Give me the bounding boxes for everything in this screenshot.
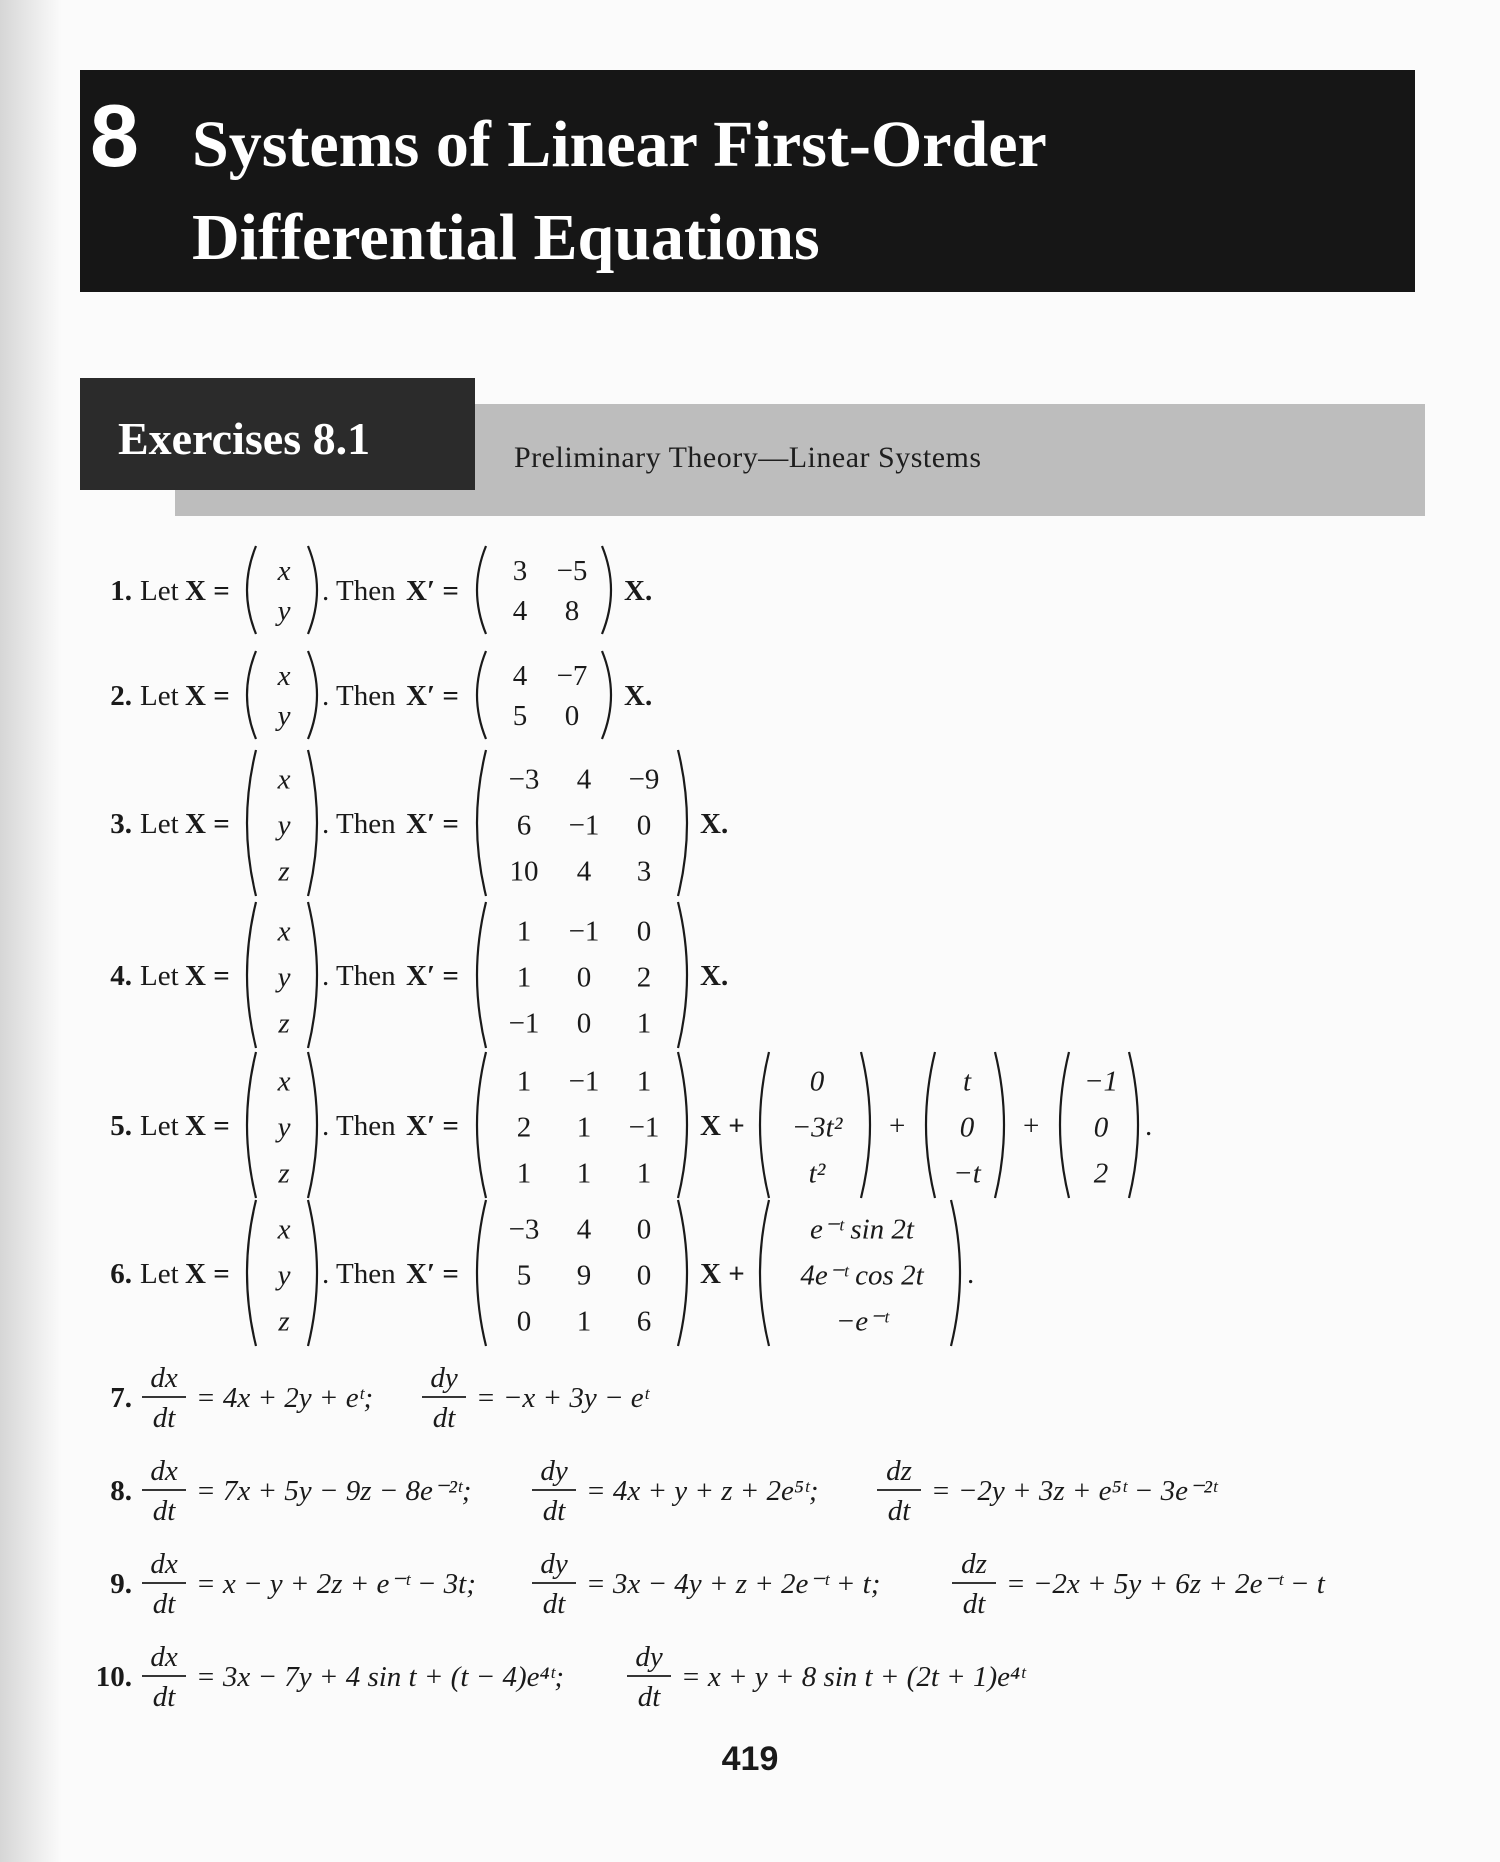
right-paren — [861, 1052, 870, 1198]
derivative-denominator: dt — [152, 1402, 176, 1434]
exercise-number: 1. — [110, 575, 132, 607]
right-paren — [678, 902, 687, 1048]
derivative-numerator: dy — [540, 1548, 568, 1580]
coefficient-matrix-entry: −3 — [508, 1213, 540, 1246]
coefficient-matrix-entry: 0 — [576, 961, 592, 994]
exercise-number: 4. — [110, 960, 132, 992]
then-word: Then — [336, 1258, 396, 1290]
right-paren — [951, 1200, 960, 1346]
equation-rhs: = −x + 3y − eᵗ — [476, 1382, 649, 1414]
plus-sign: + — [889, 1110, 906, 1142]
period: . — [322, 960, 330, 992]
state-vector-entry: y — [277, 961, 291, 994]
forcing-vector-entry: 4e⁻ᵗ cos 2t — [800, 1259, 924, 1292]
coefficient-matrix-entry: 9 — [576, 1259, 592, 1292]
coefficient-matrix-entry: 0 — [576, 1007, 592, 1040]
coefficient-matrix-entry: 4 — [576, 763, 592, 796]
derivative-denominator: dt — [432, 1402, 456, 1434]
matrix-times-x: X. — [700, 808, 729, 840]
section-title: Preliminary Theory—Linear Systems — [514, 441, 982, 474]
state-vector-entry: z — [278, 1157, 290, 1190]
coefficient-matrix-entry: 0 — [516, 1305, 532, 1338]
coefficient-matrix-entry: 6 — [636, 1305, 652, 1338]
derivative-numerator: dy — [430, 1362, 458, 1394]
period: . — [322, 680, 330, 712]
derivative-label: X′ = — [406, 1258, 459, 1290]
coefficient-matrix-entry: −1 — [568, 1065, 600, 1098]
matrix-times-x: X + — [700, 1110, 745, 1142]
left-paren — [247, 902, 256, 1048]
exercise-number: 2. — [110, 680, 132, 712]
equation-rhs: = −2y + 3z + e⁵ᵗ − 3e⁻²ᵗ — [931, 1475, 1217, 1507]
left-paren — [247, 1052, 256, 1198]
right-paren — [308, 750, 317, 896]
period: . — [1145, 1110, 1153, 1142]
left-paren — [477, 651, 486, 739]
right-paren — [995, 1052, 1004, 1198]
right-paren — [308, 651, 317, 739]
state-vector-entry: x — [277, 915, 291, 948]
coefficient-matrix-entry: 1 — [636, 1007, 652, 1040]
derivative-numerator: dx — [150, 1548, 178, 1580]
plus-sign: + — [1023, 1110, 1040, 1142]
derivative-denominator: dt — [542, 1588, 566, 1620]
then-word: Then — [336, 808, 396, 840]
forcing-vector-entry: t — [962, 1065, 972, 1098]
right-paren — [308, 1052, 317, 1198]
exercise-number: 3. — [110, 808, 132, 840]
forcing-vector-entry: 0 — [1093, 1111, 1109, 1144]
coefficient-matrix-entry: 10 — [509, 855, 539, 888]
derivative-denominator: dt — [152, 1681, 176, 1713]
coefficient-matrix-entry: 1 — [516, 1065, 532, 1098]
derivative-numerator: dx — [150, 1455, 178, 1487]
coefficient-matrix-entry: −1 — [568, 915, 600, 948]
let-word: Let — [140, 680, 179, 712]
derivative-label: X′ = — [406, 960, 459, 992]
forcing-vector-entry: t² — [808, 1157, 826, 1190]
state-vector-entry: x — [277, 660, 291, 692]
left-paren — [247, 651, 256, 739]
period: . — [967, 1258, 975, 1290]
left-paren — [926, 1052, 935, 1198]
state-vector-entry: y — [277, 1111, 291, 1144]
right-paren — [308, 1200, 317, 1346]
coefficient-matrix-entry: −9 — [628, 763, 660, 796]
forcing-vector-entry: −3t² — [791, 1111, 843, 1144]
coefficient-matrix-entry: −3 — [508, 763, 540, 796]
forcing-vector-entry: −e⁻ᵗ — [835, 1305, 889, 1338]
coefficient-matrix-entry: −7 — [556, 660, 588, 692]
period: . — [322, 1110, 330, 1142]
chapter-title-line-2: Differential Equations — [192, 201, 820, 274]
equation-rhs: = 3x − 4y + z + 2e⁻ᵗ + t; — [586, 1568, 881, 1600]
equation-number: 7. — [110, 1382, 132, 1414]
coefficient-matrix-entry: 0 — [564, 700, 580, 732]
coefficient-matrix-entry: 1 — [516, 915, 532, 948]
let-word: Let — [140, 1258, 179, 1290]
equation-rhs: = −2x + 5y + 6z + 2e⁻ᵗ − t — [1006, 1568, 1325, 1600]
period: . — [322, 1258, 330, 1290]
equation-rhs: = 4x + 2y + eᵗ; — [196, 1382, 374, 1414]
forcing-vector-entry: 0 — [959, 1111, 975, 1144]
period: . — [322, 808, 330, 840]
matrix-times-x: X + — [700, 1258, 745, 1290]
then-word: Then — [336, 680, 396, 712]
period: . — [322, 575, 330, 607]
equation-rhs: = 3x − 7y + 4 sin t + (t − 4)e⁴ᵗ; — [196, 1661, 565, 1693]
state-vector-entry: z — [278, 1305, 290, 1338]
coefficient-matrix-entry: 0 — [636, 1259, 652, 1292]
matrix-times-x: X. — [700, 960, 729, 992]
coefficient-matrix-entry: 4 — [576, 1213, 592, 1246]
forcing-vector-entry: e⁻ᵗ sin 2t — [810, 1213, 914, 1246]
equation-rhs: = 7x + 5y − 9z − 8e⁻²ᵗ; — [196, 1475, 472, 1507]
vector-x-label: X = — [185, 808, 230, 840]
state-vector-entry: x — [277, 763, 291, 796]
chapter-number: 8 — [90, 86, 139, 185]
let-word: Let — [140, 808, 179, 840]
exercise-number: 5. — [110, 1110, 132, 1142]
coefficient-matrix-entry: 4 — [512, 660, 528, 692]
coefficient-matrix-entry: 0 — [636, 1213, 652, 1246]
equation-rhs: = 4x + y + z + 2e⁵ᵗ; — [586, 1475, 819, 1507]
derivative-label: X′ = — [406, 575, 459, 607]
forcing-vector-entry: −t — [953, 1157, 981, 1190]
derivative-denominator: dt — [152, 1588, 176, 1620]
coefficient-matrix-entry: 1 — [576, 1305, 592, 1338]
chapter-title-line-1: Systems of Linear First-Order — [192, 108, 1047, 181]
then-word: Then — [336, 575, 396, 607]
left-paren — [1060, 1052, 1069, 1198]
right-paren — [308, 546, 317, 634]
coefficient-matrix-entry: 6 — [516, 809, 532, 842]
matrix-times-x: X. — [624, 575, 653, 607]
vector-x-label: X = — [185, 960, 230, 992]
state-vector-entry: x — [277, 1065, 291, 1098]
right-paren — [602, 546, 611, 634]
left-paren — [760, 1200, 769, 1346]
state-vector-entry: z — [278, 1007, 290, 1040]
coefficient-matrix-entry: 4 — [512, 595, 528, 627]
derivative-denominator: dt — [542, 1495, 566, 1527]
right-paren — [678, 750, 687, 896]
vector-x-label: X = — [185, 575, 230, 607]
exercise-number: 6. — [110, 1258, 132, 1290]
state-vector-entry: y — [277, 1259, 291, 1292]
let-word: Let — [140, 1110, 179, 1142]
right-paren — [602, 651, 611, 739]
derivative-denominator: dt — [962, 1588, 986, 1620]
state-vector-entry: y — [277, 595, 291, 627]
derivative-label: X′ = — [406, 808, 459, 840]
forcing-vector-entry: 2 — [1093, 1157, 1109, 1190]
right-paren — [678, 1052, 687, 1198]
coefficient-matrix-entry: 1 — [516, 1157, 532, 1190]
coefficient-matrix-entry: 1 — [576, 1111, 592, 1144]
coefficient-matrix-entry: 8 — [564, 595, 580, 627]
coefficient-matrix-entry: 0 — [636, 809, 652, 842]
derivative-numerator: dz — [961, 1548, 987, 1580]
vector-x-label: X = — [185, 1258, 230, 1290]
derivative-denominator: dt — [887, 1495, 911, 1527]
let-word: Let — [140, 960, 179, 992]
equation-number: 8. — [110, 1475, 132, 1507]
derivative-numerator: dx — [150, 1641, 178, 1673]
then-word: Then — [336, 1110, 396, 1142]
derivative-numerator: dx — [150, 1362, 178, 1394]
coefficient-matrix-entry: 3 — [512, 555, 528, 587]
state-vector-entry: y — [277, 700, 291, 732]
left-paren — [477, 1052, 486, 1198]
state-vector-entry: x — [277, 555, 291, 587]
coefficient-matrix-entry: 0 — [636, 915, 652, 948]
coefficient-matrix-entry: −1 — [568, 809, 600, 842]
derivative-numerator: dy — [635, 1641, 663, 1673]
left-paren — [247, 1200, 256, 1346]
left-paren — [477, 546, 486, 634]
coefficient-matrix-entry: 1 — [636, 1157, 652, 1190]
state-vector-entry: y — [277, 809, 291, 842]
left-paren — [477, 750, 486, 896]
coefficient-matrix-entry: 5 — [516, 1259, 532, 1292]
section-number: Exercises 8.1 — [118, 413, 371, 464]
derivative-denominator: dt — [152, 1495, 176, 1527]
left-paren — [477, 902, 486, 1048]
right-paren — [678, 1200, 687, 1346]
vector-x-label: X = — [185, 1110, 230, 1142]
coefficient-matrix-entry: −1 — [628, 1111, 660, 1144]
state-vector-entry: z — [278, 855, 290, 888]
then-word: Then — [336, 960, 396, 992]
left-paren — [247, 750, 256, 896]
derivative-denominator: dt — [637, 1681, 661, 1713]
coefficient-matrix-entry: 2 — [636, 961, 652, 994]
left-paren — [477, 1200, 486, 1346]
right-paren — [1129, 1052, 1138, 1198]
equation-number: 10. — [95, 1661, 132, 1693]
derivative-numerator: dy — [540, 1455, 568, 1487]
matrix-times-x: X. — [624, 680, 653, 712]
equation-rhs: = x + y + 8 sin t + (2t + 1)e⁴ᵗ — [681, 1661, 1025, 1693]
equation-number: 9. — [110, 1568, 132, 1600]
coefficient-matrix-entry: 5 — [512, 700, 528, 732]
coefficient-matrix-entry: 4 — [576, 855, 592, 888]
right-paren — [308, 902, 317, 1048]
forcing-vector-entry: −1 — [1083, 1065, 1119, 1098]
left-paren — [760, 1052, 769, 1198]
derivative-numerator: dz — [886, 1455, 912, 1487]
left-paren — [247, 546, 256, 634]
forcing-vector-entry: 0 — [809, 1065, 825, 1098]
coefficient-matrix-entry: 1 — [636, 1065, 652, 1098]
vector-x-label: X = — [185, 680, 230, 712]
coefficient-matrix-entry: −5 — [556, 555, 588, 587]
coefficient-matrix-entry: 3 — [636, 855, 652, 888]
derivative-label: X′ = — [406, 680, 459, 712]
coefficient-matrix-entry: 1 — [516, 961, 532, 994]
coefficient-matrix-entry: −1 — [508, 1007, 540, 1040]
coefficient-matrix-entry: 1 — [576, 1157, 592, 1190]
let-word: Let — [140, 575, 179, 607]
coefficient-matrix-entry: 2 — [516, 1111, 532, 1144]
state-vector-entry: x — [277, 1213, 291, 1246]
equation-rhs: = x − y + 2z + e⁻ᵗ − 3t; — [196, 1568, 476, 1600]
derivative-label: X′ = — [406, 1110, 459, 1142]
page-number: 419 — [721, 1740, 779, 1778]
